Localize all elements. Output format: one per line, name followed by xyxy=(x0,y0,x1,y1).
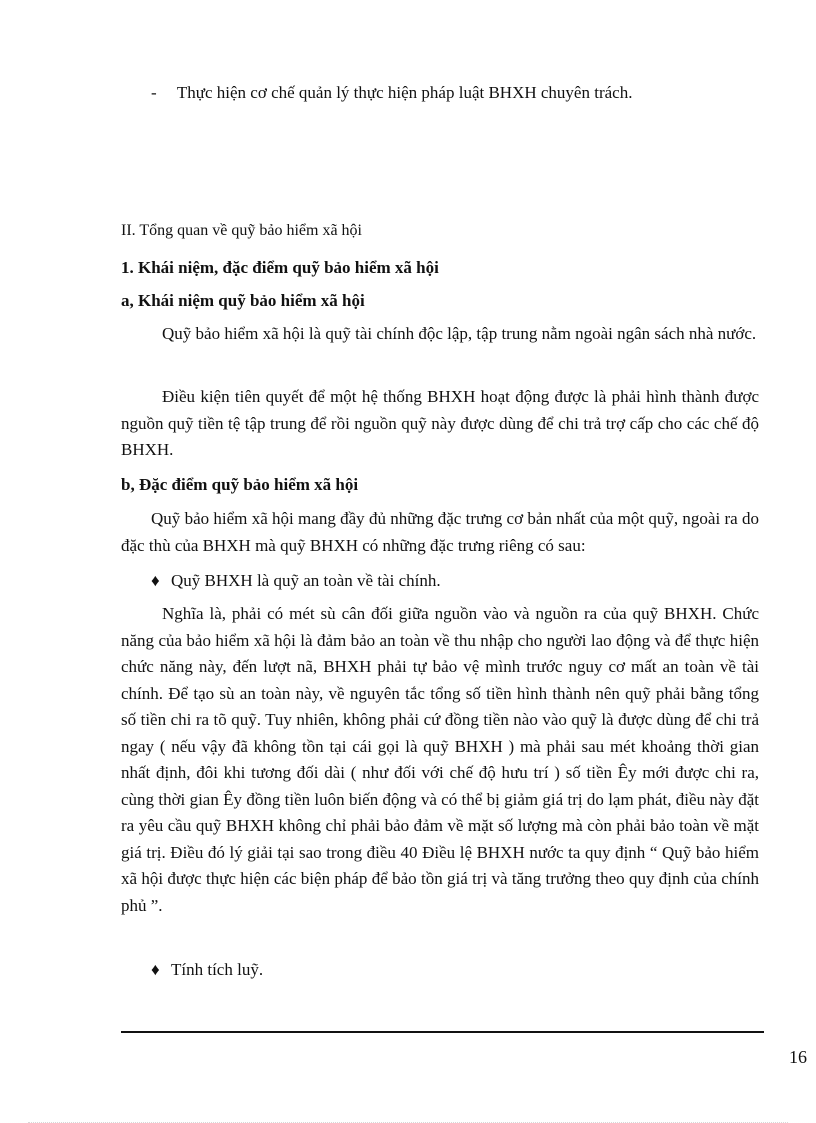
heading-characteristics: b, Đặc điểm quỹ bảo hiểm xã hội xyxy=(121,475,359,494)
bullet-accumulation xyxy=(151,957,263,983)
top-list-item-text: Thực hiện cơ chế quản lý thực hiện pháp luật BHXH chuyên trách. xyxy=(176,83,633,102)
heading-concept: a, Khái niệm quỹ bảo hiểm xã hội xyxy=(121,291,365,310)
paragraph-characteristics-intro: Quỹ bảo hiểm xã hội mang đầy đủ những đặc trưng cơ bản nhất của một quỹ, ngoài ra do đặc thù của BHXH mà quỹ BHXH có những đặc trưng riêng có sau: xyxy=(121,509,759,555)
top-list-item xyxy=(151,80,632,106)
paragraph-concept-1: Quỹ bảo hiểm xã hội là quỹ tài chính độc lập, tập trung nằm ngoài ngân sách nhà nước. xyxy=(162,324,757,343)
footer-divider xyxy=(121,1031,764,1033)
diamond-bullet-icon: ♦ xyxy=(151,571,160,590)
bullet-accumulation-text: Tính tích luỹ. xyxy=(171,960,264,979)
page-number: 16 xyxy=(789,1047,807,1067)
bullet-financial-safety xyxy=(151,568,441,594)
section-heading: II. Tổng quan về quỹ bảo hiểm xã hội xyxy=(121,222,362,239)
paragraph-concept-2: Điều kiện tiên quyết để một hệ thống BHXH hoạt động được là phải hình thành được nguồn quỹ tiền tệ tập trung để rồi nguồn quỹ này được dùng để chi trả trợ cấp cho các chế độ BHXH. xyxy=(121,387,759,459)
heading-concept-characteristics: 1. Khái niệm, đặc điểm quỹ bảo hiểm xã hội xyxy=(121,258,439,277)
paragraph-financial-safety: Nghĩa là, phải có mét sù cân đối giữa nguồn vào và nguồn ra của quỹ BHXH. Chức năng của bảo hiểm xã hội là đảm bảo an toàn về thu nhập cho người lao động và để thực hiện chức năng này, đến lượt nã, BHXH phải tự bảo vệ mình trước nguy cơ mất an toàn về tài chính. Để tạo sù an toàn này, về nguyên tắc tổng số tiền hình thành nên quỹ phải bằng tổng số tiền chi ra tõ quỹ. Tuy nhiên, không phải cứ đồng tiền nào vào quỹ là được dùng để chi trả ngay ( nếu vậy đã không tồn tại cái gọi là quỹ BHXH ) mà phải sau mét khoảng thời gian nhất định, đôi khi tương đối dài ( như đối với chế độ hưu trí ) số tiền Êy mới được chi ra, cùng thời gian Êy đồng tiền luôn biến động và có thể bị giảm giá trị do lạm phát, điều này đặt ra yêu cầu quỹ BHXH không chỉ phải bảo đảm về mặt số lượng mà còn phải bảo toàn về mặt giá trị. Điều đó lý giải tại sao trong điều 40 Điều lệ BHXH nước ta quy định “ Quỹ bảo hiểm xã hội được thực hiện các biện pháp để bảo tồn giá trị và tăng trưởng theo quy định của chính phủ ”. xyxy=(121,604,759,915)
dash-marker: - xyxy=(151,83,157,102)
diamond-bullet-icon: ♦ xyxy=(151,960,160,979)
bullet-financial-safety-text: Quỹ BHXH là quỹ an toàn về tài chính. xyxy=(171,571,441,590)
